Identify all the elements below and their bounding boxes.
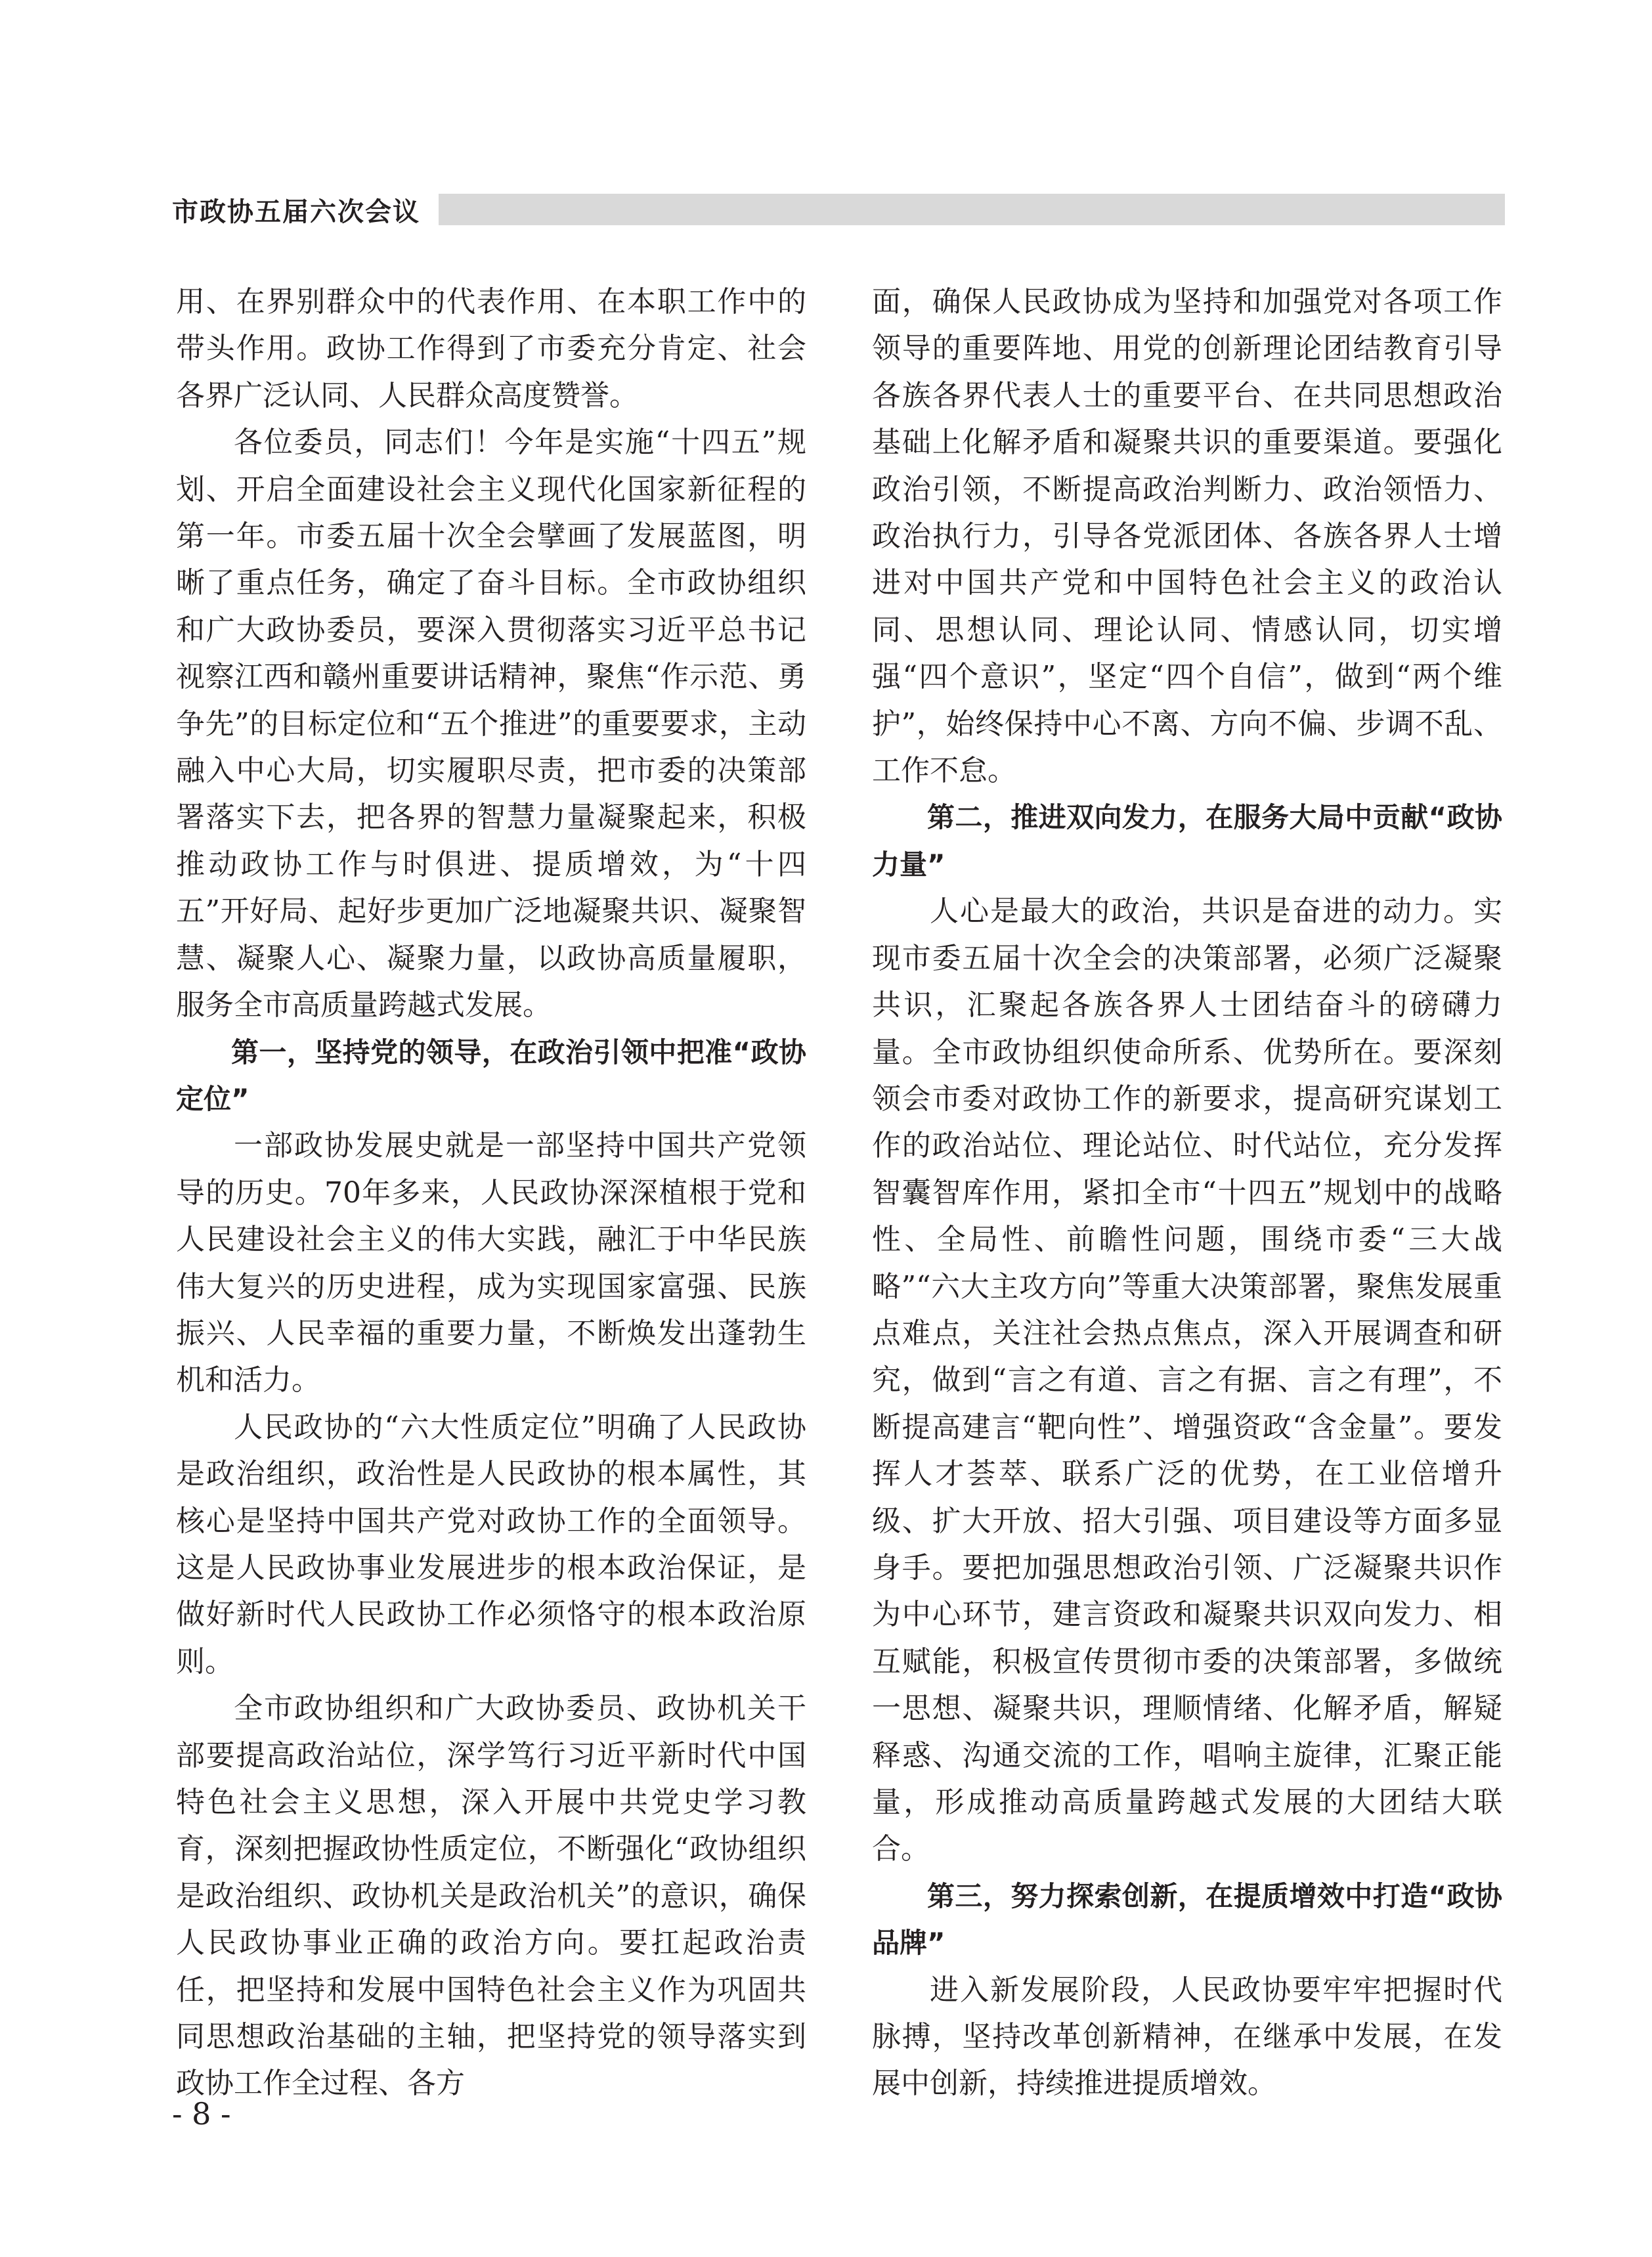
left-text-column: [176, 278, 806, 2101]
paragraph: 全市政协组织和广大政协委员、政协机关干部要提高政治站位，深学笃行习近平新时代中国特色社会主义思想，深入开展中共党史学习教育，深刻把握政协性质定位，不断强化“政协组织是政治组织、政协机关是政治机关”的意识，确保人民政协事业正确的政治方向。要扛起政治责任，把坚持和发展中国特色社会主义作为巩固共同思想政治基础的主轴，把坚持党的领导落实到政协工作全过程、各方: [176, 1692, 806, 2101]
header-rule-bar: [439, 194, 1505, 225]
paragraph: 进入新发展阶段，人民政协要牢牢把握时代脉搏，坚持改革创新精神，在继承中发展，在发展中创新，持续推进提质增效。: [872, 1973, 1502, 2101]
section-heading: 第一，坚持党的领导，在政治引领中把准“政协定位”: [176, 1036, 806, 1115]
section-heading: 第二，推进双向发力，在服务大局中贡献“政协力量”: [872, 801, 1502, 881]
paragraph: 用、在界别群众中的代表作用、在本职工作中的带头作用。政协工作得到了市委充分肯定、社会各界广泛认同、人民群众高度赞誉。: [176, 285, 806, 412]
page-number: - 8 -: [172, 2096, 231, 2132]
paragraph: 一部政协发展史就是一部坚持中国共产党领导的历史。70年多来，人民政协深深植根于党和人民建设社会主义的伟大实践，融汇于中华民族伟大复兴的历史进程，成为实现国家富强、民族振兴、人民幸福的重要力量，不断焕发出蓬勃生机和活力。: [176, 1129, 806, 1397]
paragraph: 面，确保人民政协成为坚持和加强党对各项工作领导的重要阵地、用党的创新理论团结教育引导各族各界代表人士的重要平台、在共同思想政治基础上化解矛盾和凝聚共识的重要渠道。要强化政治引领，不断提高政治判断力、政治领悟力、政治执行力，引导各党派团体、各族各界人士增进对中国共产党和中国特色社会主义的政治认同、思想认同、理论认同、情感认同，切实增强“四个意识”，坚定“四个自信”，做到“两个维护”，始终保持中心不离、方向不偏、步调不乱、工作不怠。: [872, 285, 1502, 788]
paragraph: 人民政协的“六大性质定位”明确了人民政协是政治组织，政治性是人民政协的根本属性，其核心是坚持中国共产党对政协工作的全面领导。这是人民政协事业发展进步的根本政治保证，是做好新时代人民政协工作必须恪守的根本政治原则。: [176, 1410, 806, 1678]
header-title: 市政协五届六次会议: [172, 196, 420, 227]
paragraph: 各位委员，同志们！今年是实施“十四五”规划、开启全面建设社会主义现代化国家新征程的第一年。市委五届十次全会擘画了发展蓝图，明晰了重点任务，确定了奋斗目标。全市政协组织和广大政协委员，要深入贯彻落实习近平总书记视察江西和赣州重要讲话精神，聚焦“作示范、勇争先”的目标定位和“五个推进”的重要要求，主动融入中心大局，切实履职尽责，把市委的决策部署落实下去，把各界的智慧力量凝聚起来，积极推动政协工作与时俱进、提质增效，为“十四五”开好局、起好步更加广泛地凝聚共识、凝聚智慧、凝聚人心、凝聚力量，以政协高质量履职，服务全市高质量跨越式发展。: [176, 426, 806, 1022]
section-heading: 第三，努力探索创新，在提质增效中打造“政协品牌”: [872, 1879, 1502, 1960]
paragraph: 人心是最大的政治，共识是奋进的动力。实现市委五届十次全会的决策部署，必须广泛凝聚共识，汇聚起各族各界人士团结奋斗的磅礴力量。全市政协组织使命所系、优势所在。要深刻领会市委对政协工作的新要求，提高研究谋划工作的政治站位、理论站位、时代站位，充分发挥智囊智库作用，紧扣全市“十四五”规划中的战略性、全局性、前瞻性问题，围绕市委“三大战略”“六大主攻方向”等重大决策部署，聚焦发展重点难点，关注社会热点焦点，深入开展调查和研究，做到“言之有道、言之有据、言之有理”，不断提高建言“靶向性”、增强资政“含金量”。要发挥人才荟萃、联系广泛的优势，在工业倍增升级、扩大开放、招大引强、项目建设等方面多显身手。要把加强思想政治引领、广泛凝聚共识作为中心环节，建言资政和凝聚共识双向发力、相互赋能，积极宣传贯彻市委的决策部署，多做统一思想、凝聚共识，理顺情绪、化解矛盾，解疑释惑、沟通交流的工作，唱响主旋律，汇聚正能量，形成推动高质量跨越式发展的大团结大联合。: [872, 894, 1502, 1866]
running-header: [172, 188, 1505, 231]
right-text-column: [872, 278, 1502, 2101]
